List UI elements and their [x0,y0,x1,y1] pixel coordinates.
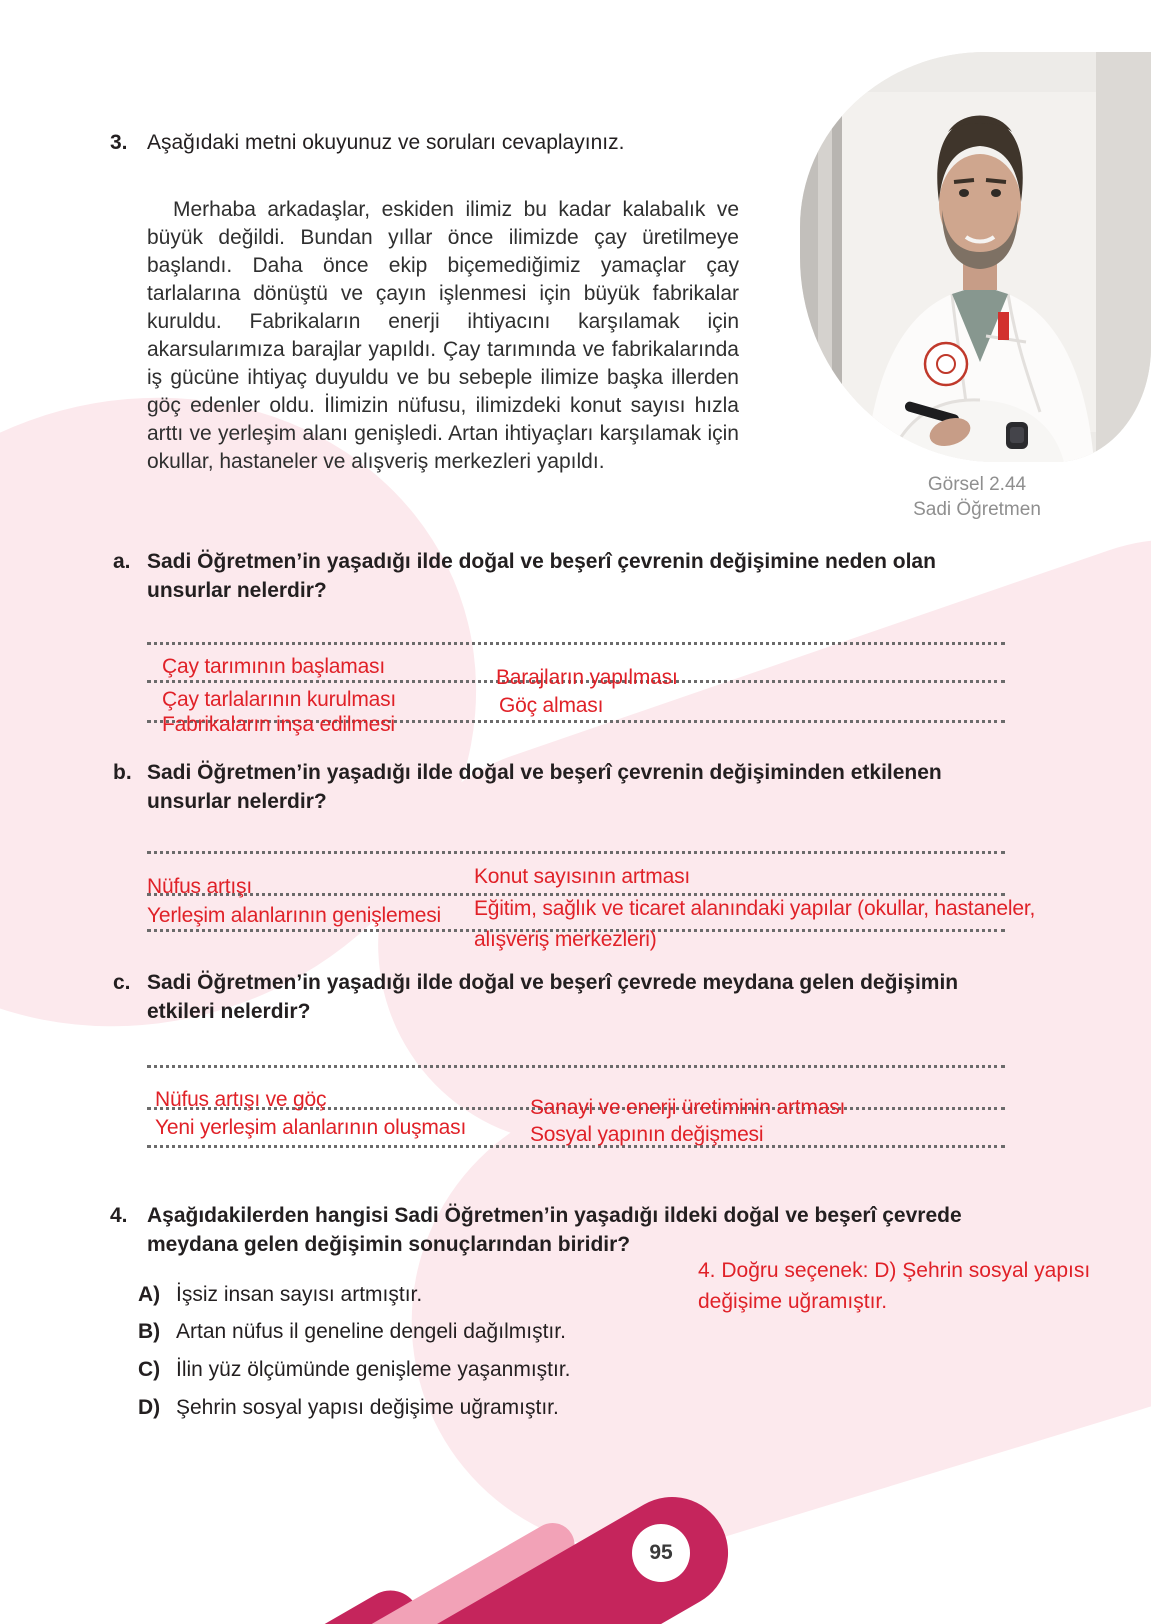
option-d-letter: D) [138,1396,161,1419]
option-a-letter: A) [138,1283,161,1306]
handwritten-answer: Çay tarlalarının kurulması [162,688,397,711]
photo-caption [872,472,1082,522]
question4-text: Aşağıdakilerden hangisi Sadi Öğretmen’in yaşadığı ildeki doğal ve beşerî çevrede meydana gelen değişimin sonuçlarından biridir? [147,1204,962,1256]
question-c-text: Sadi Öğretmen’in yaşadığı ilde doğal ve beşerî çevrede meydana gelen değişimin etkileri nelerdir? [147,971,959,1023]
question-a-label: a. [113,550,131,573]
answer-area-c [147,1059,1005,1151]
question3-number: 3. [110,131,128,154]
question-b-label: b. [113,761,132,784]
handwritten-answer: Sanayi ve enerji üretiminin artması [530,1096,846,1119]
option-d-text: Şehrin sosyal yapısı değişime uğramıştır. [176,1396,559,1419]
page-number-badge: 95 [632,1524,690,1582]
question3-prompt: Aşağıdaki metni okuyunuz ve soruları cevaplayınız. [147,131,625,154]
handwritten-answer: Nüfus artışı ve göç [155,1088,327,1111]
answer-line [147,851,1005,854]
answer-area-a [147,635,1005,735]
handwritten-answer: Barajların yapılması [496,666,678,689]
handwritten-answer: Fabrikaların inşa edilmesi [162,713,395,736]
teacher-photo-illustration [800,52,1151,462]
answer-area-b [147,845,1036,951]
option-a-text: İşsiz insan sayısı artmıştır. [176,1283,423,1306]
teacher-photo [800,52,1151,462]
handwritten-answer: Sosyal yapının değişmesi [530,1123,764,1146]
handwritten-answer-note: 4. Doğru seçenek: D) Şehrin sosyal yapısı değişime uğramıştır. [698,1259,1091,1313]
handwritten-answer: Eğitim, sağlık ve ticaret alanındaki yapılar (okullar, hastaneler, alışveriş merkezleri) [474,897,1036,951]
photo-caption-name: Sadi Öğretmen [913,499,1041,520]
option-b-text: Artan nüfus il geneline dengeli dağılmıştır. [176,1320,566,1343]
question4-number: 4. [110,1204,128,1227]
option-b-letter: B) [138,1320,161,1343]
answer-line [147,642,1005,645]
photo-caption-figure: Görsel 2.44 [927,474,1027,495]
question-b-text: Sadi Öğretmen’in yaşadığı ilde doğal ve beşerî çevrenin değişiminden etkilenen unsurlar nelerdir? [147,761,942,813]
handwritten-answer: Yerleşim alanlarının genişlemesi [147,904,441,927]
reading-passage: Merhaba arkadaşlar, eskiden ilimiz bu kadar kalabalık ve büyük değildi. Bundan yıllar önce ilimizde çay üretilmeye başlandı. Daha önce ekip biçemediğimiz yamaçlar çay tarlalarına dönüştü ve çayın işlenmesi için büyük fabrikalar kuruldu. Fabrikaların enerji ihtiyacını karşılamak için akarsularımıza barajlar yapıldı. Çay tarımında ve fabrikalarında iş gücüne ihtiyaç duyuldu ve bu sebeple ilimize başka illerden göç edenler oldu. İlimizin nüfusu, ilimizdeki konut sayısı hızla arttı ve yerleşim alanı genişledi. Artan ihtiyaçları karşılamak için okullar, hastaneler ve alışveriş merkezleri yapıldı. [147,198,739,473]
option-c-text: İlin yüz ölçümünde genişleme yaşanmıştır. [176,1358,571,1381]
option-c-letter: C) [138,1358,161,1381]
handwritten-answer: Çay tarımının başlaması [162,655,385,678]
question-a-text: Sadi Öğretmen’in yaşadığı ilde doğal ve beşerî çevrenin değişimine neden olan unsurlar nelerdir? [147,550,936,602]
handwritten-answer: Göç alması [499,694,604,717]
answer-line [147,1065,1005,1068]
question-c-label: c. [113,971,131,994]
handwritten-answer: Nüfus artışı [147,875,252,898]
handwritten-answer: Yeni yerleşim alanlarının oluşması [155,1116,467,1139]
handwritten-answer: Konut sayısının artması [474,865,691,888]
